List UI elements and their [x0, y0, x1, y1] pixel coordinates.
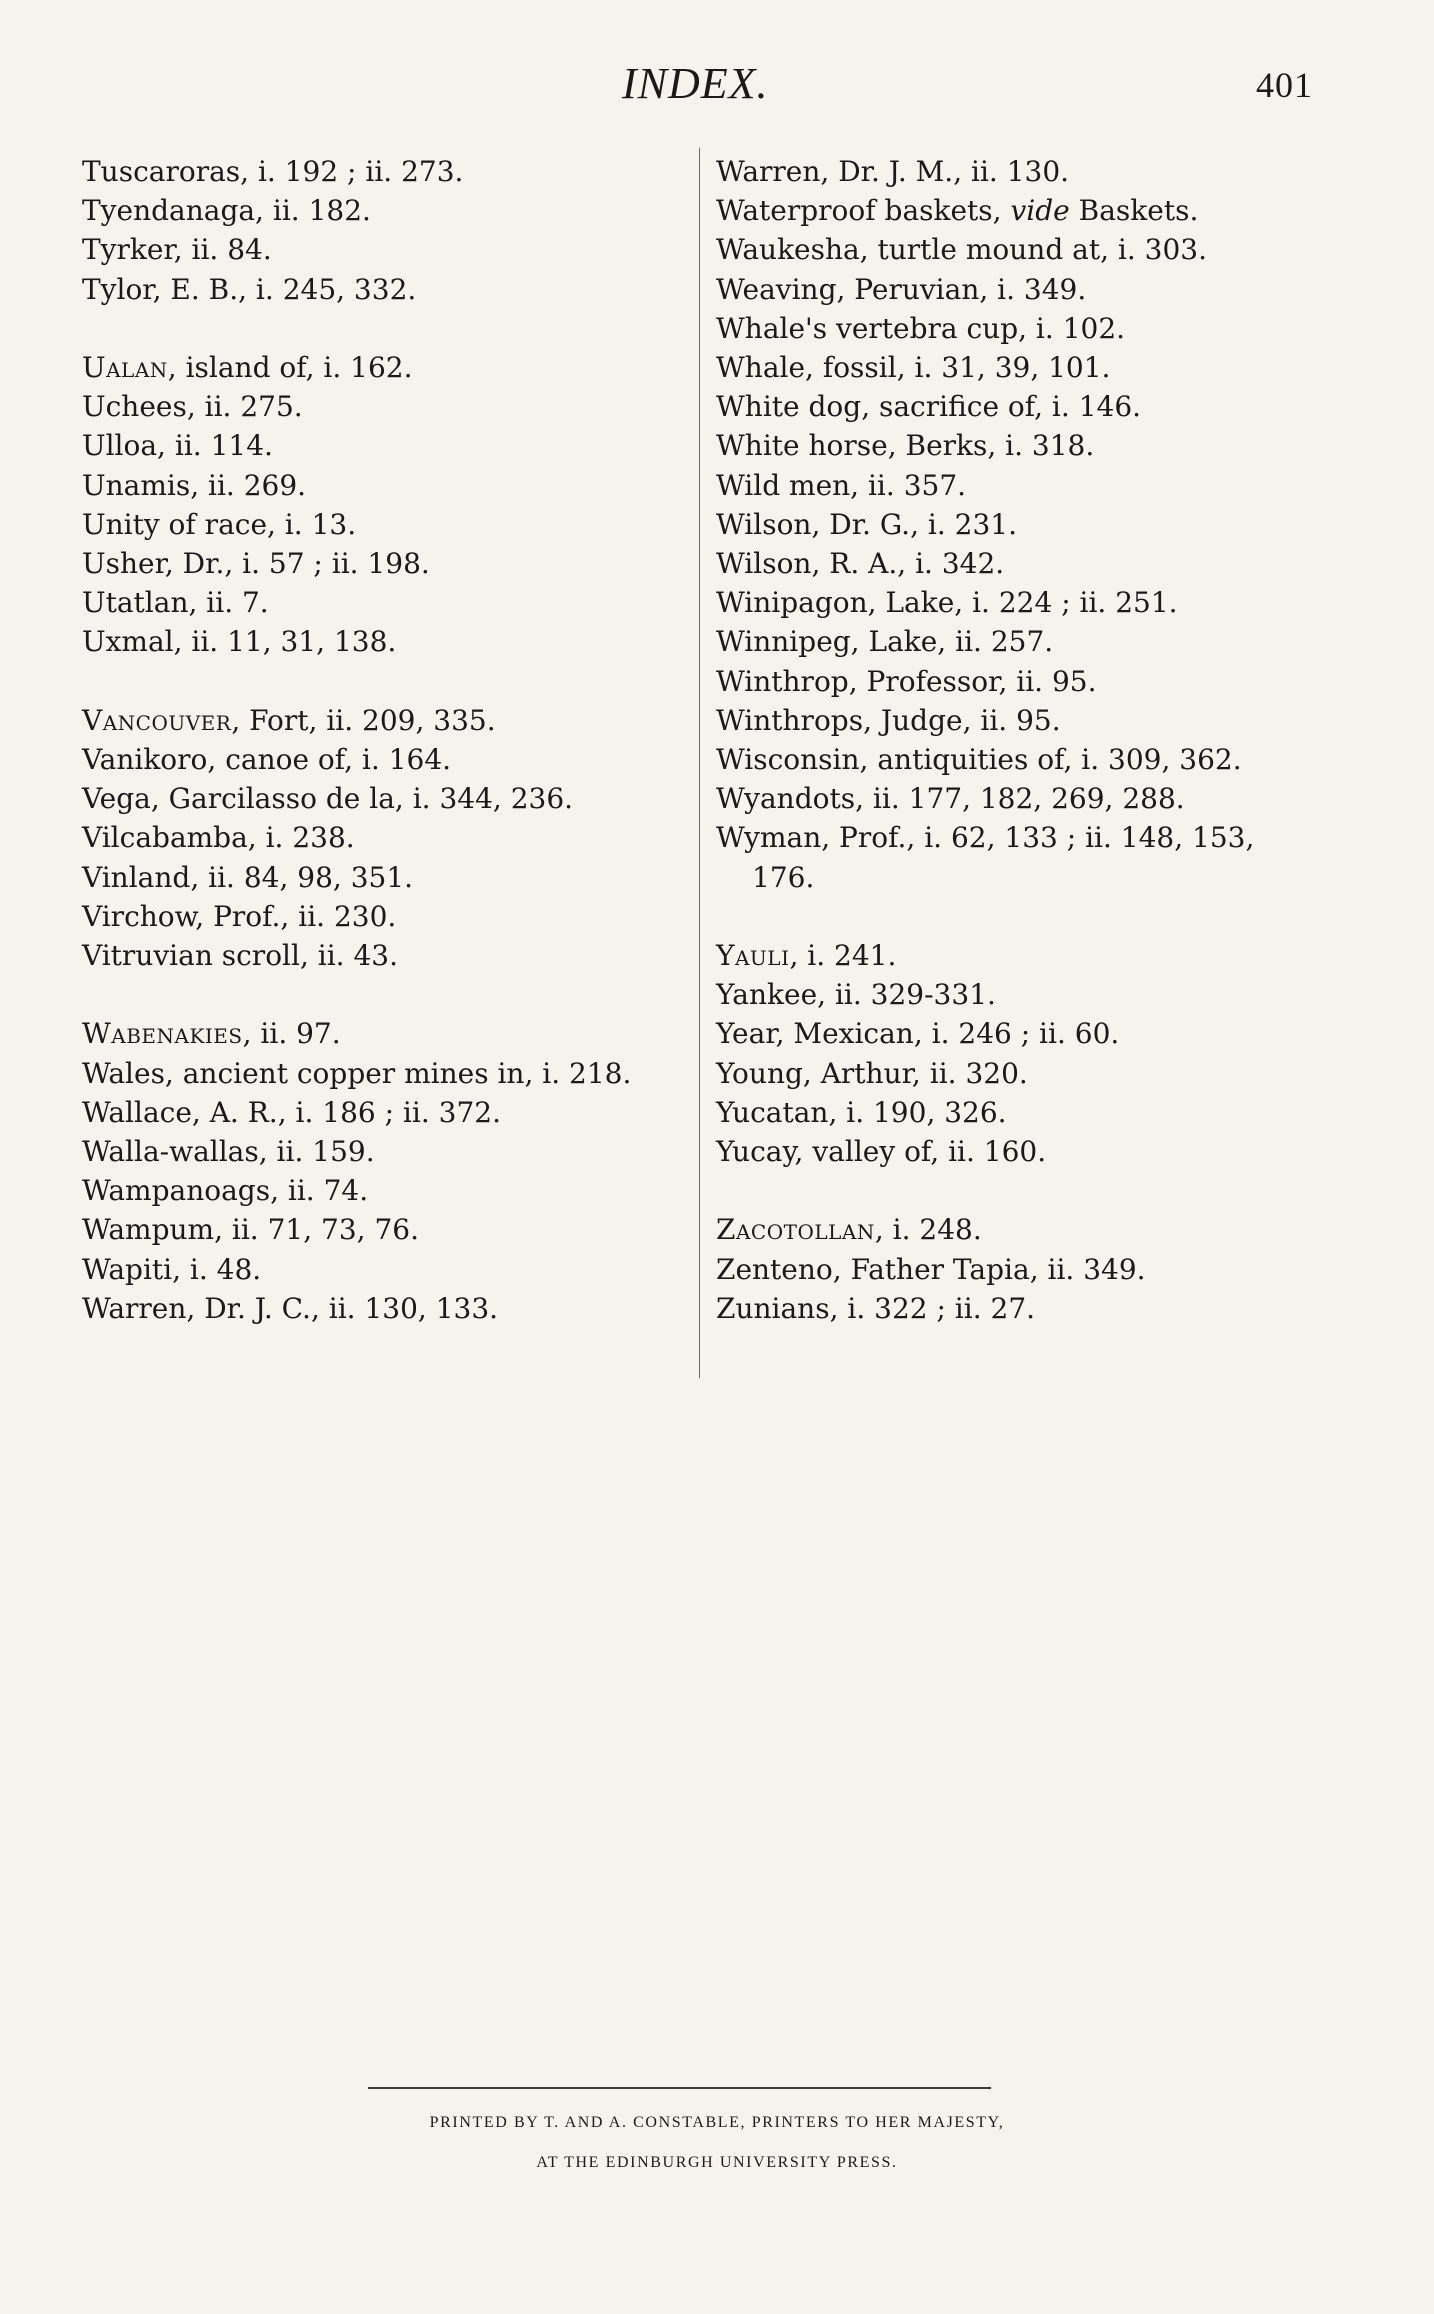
- index-entry: [82, 426, 682, 465]
- entry-italic-text: vide: [1010, 194, 1070, 228]
- index-entry: [82, 1054, 682, 1093]
- index-entry: [716, 1210, 1346, 1249]
- entry-text: Wilson, R. A., i. 342.: [716, 547, 1005, 581]
- index-entry: [82, 1250, 682, 1289]
- index-entry: [82, 583, 682, 622]
- entry-text: Whale, fossil, i. 31, 39, 101.: [716, 351, 1111, 385]
- index-entry: [716, 1250, 1346, 1289]
- entry-text: Winnipeg, Lake, ii. 257.: [716, 625, 1054, 659]
- index-entry: [82, 230, 682, 269]
- entry-text: Winthrop, Professor, ii. 95.: [716, 664, 1097, 698]
- entry-text: Unamis, ii. 269.: [82, 468, 307, 502]
- letter-section-gap: [82, 975, 682, 1014]
- entry-text: , ii. 97.: [242, 1017, 341, 1051]
- index-entry: [716, 662, 1346, 701]
- index-entry: [716, 544, 1346, 583]
- index-entry: [82, 1132, 682, 1171]
- entry-text-after: Baskets.: [1069, 194, 1199, 228]
- index-entry: [716, 348, 1346, 387]
- index-entry: [716, 818, 1346, 857]
- index-entry: [716, 309, 1346, 348]
- section-head-word: Ualan: [82, 351, 168, 384]
- index-entry: [82, 270, 682, 309]
- entry-text: Winipagon, Lake, i. 224 ; ii. 251.: [716, 586, 1178, 620]
- index-entry: [716, 466, 1346, 505]
- index-entry: [82, 701, 682, 740]
- entry-text: Zunians, i. 322 ; ii. 27.: [716, 1291, 1036, 1325]
- entry-text: Winthrops, Judge, ii. 95.: [716, 703, 1061, 737]
- index-entry: [716, 191, 1346, 230]
- entry-text: Tuscaroras, i. 192 ; ii. 273.: [82, 155, 464, 188]
- entry-text: Tylor, E. B., i. 245, 332.: [82, 272, 417, 306]
- index-entry: [82, 622, 682, 661]
- index-entry: [82, 348, 682, 387]
- entry-text: Vinland, ii. 84, 98, 351.: [82, 860, 414, 894]
- index-entry: [82, 191, 682, 230]
- entry-text: Waterproof baskets,: [716, 194, 1011, 228]
- entry-text: Wilson, Dr. G., i. 231.: [716, 507, 1017, 541]
- entry-text: Yankee, ii. 329-331.: [716, 978, 996, 1012]
- index-entry: [716, 1132, 1346, 1171]
- index-entry: [716, 779, 1346, 818]
- index-entry-continuation: [716, 858, 1346, 897]
- entry-text: Virchow, Prof., ii. 230.: [82, 899, 397, 933]
- index-entry: [716, 270, 1346, 309]
- entry-text: Uchees, ii. 275.: [82, 390, 303, 424]
- column-divider: [699, 148, 700, 1378]
- index-entry: [82, 1289, 682, 1328]
- entry-text: Year, Mexican, i. 246 ; ii. 60.: [716, 1017, 1120, 1051]
- letter-section-gap: [716, 897, 1346, 936]
- entry-text: , island of, i. 162.: [167, 351, 413, 384]
- page-number: 401: [1256, 65, 1313, 105]
- letter-section-gap: [82, 309, 682, 348]
- section-head-word: Wabenakies: [82, 1017, 243, 1051]
- entry-text: Usher, Dr., i. 57 ; ii. 198.: [82, 547, 430, 581]
- index-entry: [716, 1289, 1346, 1328]
- entry-text: Vilcabamba, i. 238.: [82, 821, 355, 855]
- entry-text: Whale's vertebra cup, i. 102.: [716, 311, 1126, 345]
- letter-section-gap: [82, 662, 682, 701]
- index-entry: [716, 505, 1346, 544]
- running-head-title: INDEX.: [622, 59, 769, 108]
- index-entry: [716, 740, 1346, 779]
- entry-text: Wales, ancient copper mines in, i. 218.: [82, 1056, 632, 1090]
- printer-imprint-line-1: PRINTED BY T. AND A. CONSTABLE, PRINTERS TO HER MAJESTY,: [429, 2114, 1005, 2131]
- entry-text: , i. 241.: [789, 939, 897, 973]
- entry-text: Yucay, valley of, ii. 160.: [716, 1135, 1047, 1169]
- index-entry: [716, 975, 1346, 1014]
- entry-text: , i. 248.: [874, 1213, 982, 1247]
- entry-text: 176.: [752, 860, 815, 894]
- letter-section-gap: [716, 1171, 1346, 1210]
- index-entry: [82, 466, 682, 505]
- index-entry: [716, 1093, 1346, 1132]
- entry-text: Wampum, ii. 71, 73, 76.: [82, 1213, 419, 1247]
- index-entry: [82, 1014, 682, 1053]
- index-entry: [716, 152, 1346, 191]
- index-entry: [82, 779, 682, 818]
- index-entry: [716, 387, 1346, 426]
- index-entry: [716, 1054, 1346, 1093]
- entry-text: Unity of race, i. 13.: [82, 507, 357, 541]
- index-entry: [716, 936, 1346, 975]
- entry-text: Wyandots, ii. 177, 182, 269, 288.: [716, 782, 1185, 816]
- index-entry: [82, 858, 682, 897]
- entry-text: Wisconsin, antiquities of, i. 309, 362.: [716, 743, 1242, 777]
- entry-text: , Fort, ii. 209, 335.: [231, 703, 496, 737]
- entry-text: Utatlan, ii. 7.: [82, 586, 269, 620]
- entry-text: Wampanoags, ii. 74.: [82, 1174, 369, 1208]
- index-entry: [82, 818, 682, 857]
- entry-text: Warren, Dr. J. M., ii. 130.: [716, 155, 1070, 188]
- entry-text: Tyrker, ii. 84.: [82, 233, 272, 267]
- printer-imprint-line-2: AT THE EDINBURGH UNIVERSITY PRESS.: [536, 2154, 898, 2171]
- entry-text: Wallace, A. R., i. 186 ; ii. 372.: [82, 1095, 501, 1129]
- entry-text: Zenteno, Father Tapia, ii. 349.: [716, 1252, 1146, 1286]
- entry-text: Vanikoro, canoe of, i. 164.: [82, 743, 452, 777]
- entry-text: White dog, sacrifice of, i. 146.: [716, 390, 1142, 424]
- entry-text: Wapiti, i. 48.: [82, 1252, 262, 1286]
- entry-text: Tyendanaga, ii. 182.: [82, 194, 371, 228]
- index-entry: [716, 1014, 1346, 1053]
- index-column-right: [716, 152, 1346, 1328]
- index-entry: [82, 1171, 682, 1210]
- index-entry: [82, 1093, 682, 1132]
- index-entry: [82, 1210, 682, 1249]
- entry-text: Wild men, ii. 357.: [716, 468, 967, 502]
- entry-text: Waukesha, turtle mound at, i. 303.: [716, 233, 1207, 267]
- index-entry: [716, 622, 1346, 661]
- entry-text: Wyman, Prof., i. 62, 133 ; ii. 148, 153,: [716, 821, 1255, 855]
- section-head-word: Vancouver: [82, 703, 232, 737]
- index-entry: [82, 505, 682, 544]
- index-entry: [82, 740, 682, 779]
- index-entry: [716, 426, 1346, 465]
- entry-text: Young, Arthur, ii. 320.: [716, 1056, 1028, 1090]
- entry-text: Vega, Garcilasso de la, i. 344, 236.: [82, 782, 574, 816]
- index-column-left: [82, 152, 682, 1328]
- index-entry: [82, 387, 682, 426]
- index-entry: [716, 230, 1346, 269]
- entry-text: Vitruvian scroll, ii. 43.: [82, 939, 398, 973]
- footer-rule: [368, 2087, 991, 2089]
- index-entry: [82, 544, 682, 583]
- section-head-word: Zacotollan: [716, 1213, 875, 1247]
- index-entry: [716, 583, 1346, 622]
- entry-text: Uxmal, ii. 11, 31, 138.: [82, 625, 397, 659]
- section-head-word: Yauli: [716, 939, 790, 973]
- entry-text: Ulloa, ii. 114.: [82, 429, 273, 463]
- page-header: [0, 58, 1434, 108]
- entry-text: Yucatan, i. 190, 326.: [716, 1095, 1007, 1129]
- entry-text: Weaving, Peruvian, i. 349.: [716, 272, 1087, 306]
- index-entry: [82, 936, 682, 975]
- index-entry: [82, 897, 682, 936]
- index-entry: [82, 152, 682, 191]
- entry-text: White horse, Berks, i. 318.: [716, 429, 1095, 463]
- entry-text: Walla-wallas, ii. 159.: [82, 1135, 375, 1169]
- index-entry: [716, 701, 1346, 740]
- entry-text: Warren, Dr. J. C., ii. 130, 133.: [82, 1291, 499, 1325]
